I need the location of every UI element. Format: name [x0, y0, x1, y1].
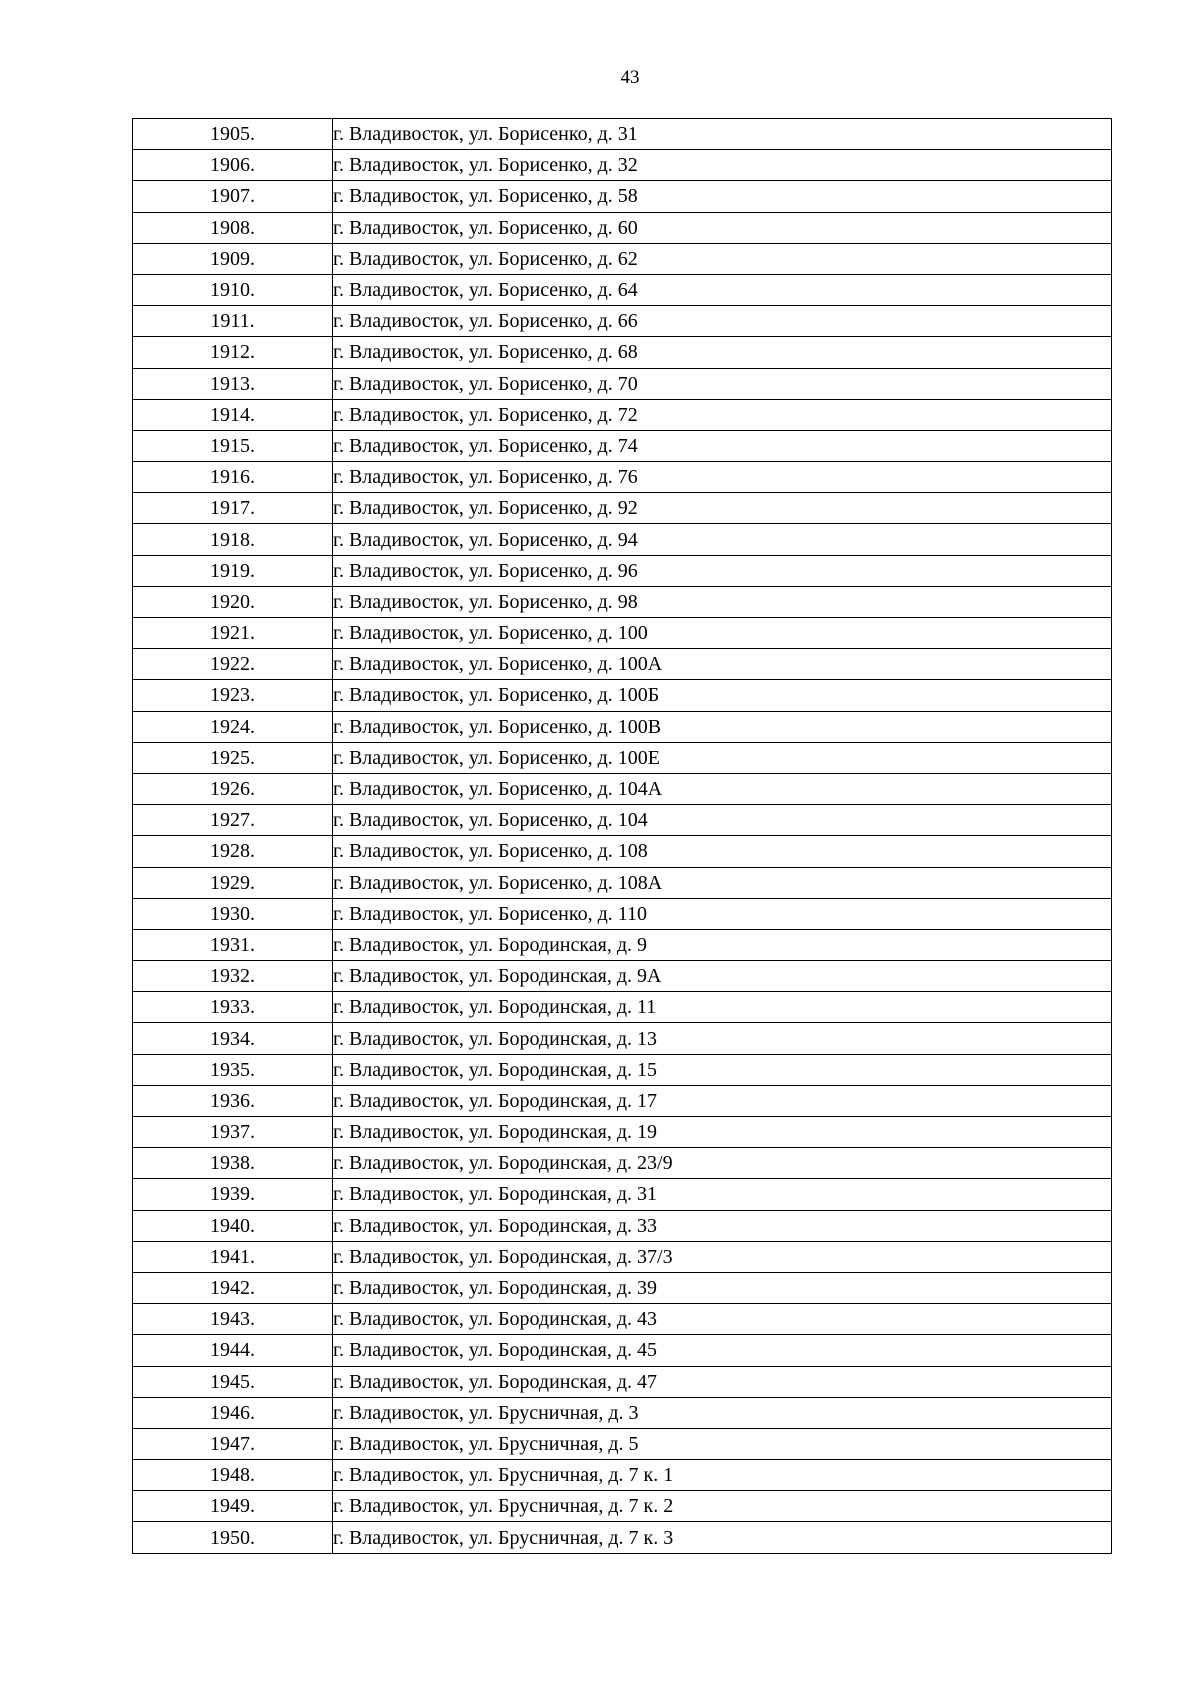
table-row	[133, 680, 1112, 711]
address-cell: г. Владивосток, ул. Борисенко, д. 110	[333, 898, 1112, 929]
row-number-cell: 1912.	[133, 337, 333, 368]
address-cell: г. Владивосток, ул. Бородинская, д. 33	[333, 1210, 1112, 1241]
row-number-cell: 1944.	[133, 1335, 333, 1366]
address-cell: г. Владивосток, ул. Бородинская, д. 39	[333, 1272, 1112, 1303]
row-number-cell: 1943.	[133, 1304, 333, 1335]
address-cell: г. Владивосток, ул. Борисенко, д. 68	[333, 337, 1112, 368]
address-cell: г. Владивосток, ул. Бородинская, д. 9	[333, 929, 1112, 960]
table-row	[133, 430, 1112, 461]
row-number-cell: 1919.	[133, 555, 333, 586]
address-cell: г. Владивосток, ул. Борисенко, д. 100В	[333, 711, 1112, 742]
address-cell: г. Владивосток, ул. Бородинская, д. 43	[333, 1304, 1112, 1335]
table-row	[133, 1491, 1112, 1522]
address-cell: г. Владивосток, ул. Бородинская, д. 11	[333, 992, 1112, 1023]
row-number-cell: 1908.	[133, 212, 333, 243]
row-number-cell: 1938.	[133, 1148, 333, 1179]
row-number-cell: 1913.	[133, 368, 333, 399]
address-cell: г. Владивосток, ул. Брусничная, д. 7 к. 3	[333, 1522, 1112, 1553]
row-number-cell: 1906.	[133, 150, 333, 181]
table-row	[133, 586, 1112, 617]
address-cell: г. Владивосток, ул. Борисенко, д. 104А	[333, 773, 1112, 804]
table-row	[133, 274, 1112, 305]
table-row	[133, 306, 1112, 337]
table-row	[133, 1366, 1112, 1397]
row-number-cell: 1905.	[133, 119, 333, 150]
table-row	[133, 929, 1112, 960]
table-row	[133, 618, 1112, 649]
table-row	[133, 462, 1112, 493]
address-cell: г. Владивосток, ул. Борисенко, д. 98	[333, 586, 1112, 617]
address-cell: г. Владивосток, ул. Борисенко, д. 108	[333, 836, 1112, 867]
table-row	[133, 150, 1112, 181]
table-row	[133, 555, 1112, 586]
table-row	[133, 805, 1112, 836]
table-row	[133, 493, 1112, 524]
address-cell: г. Владивосток, ул. Брусничная, д. 3	[333, 1397, 1112, 1428]
row-number-cell: 1918.	[133, 524, 333, 555]
address-cell: г. Владивосток, ул. Бородинская, д. 23/9	[333, 1148, 1112, 1179]
address-cell: г. Владивосток, ул. Борисенко, д. 74	[333, 430, 1112, 461]
address-cell: г. Владивосток, ул. Борисенко, д. 64	[333, 274, 1112, 305]
address-cell: г. Владивосток, ул. Борисенко, д. 94	[333, 524, 1112, 555]
row-number-cell: 1916.	[133, 462, 333, 493]
table-row	[133, 1428, 1112, 1459]
row-number-cell: 1937.	[133, 1117, 333, 1148]
address-cell: г. Владивосток, ул. Борисенко, д. 108А	[333, 867, 1112, 898]
address-cell: г. Владивосток, ул. Бородинская, д. 47	[333, 1366, 1112, 1397]
row-number-cell: 1941.	[133, 1241, 333, 1272]
address-table	[132, 118, 1112, 1554]
address-cell: г. Владивосток, ул. Борисенко, д. 72	[333, 399, 1112, 430]
row-number-cell: 1920.	[133, 586, 333, 617]
table-row	[133, 1179, 1112, 1210]
row-number-cell: 1924.	[133, 711, 333, 742]
address-cell: г. Владивосток, ул. Бородинская, д. 19	[333, 1117, 1112, 1148]
table-row	[133, 961, 1112, 992]
row-number-cell: 1907.	[133, 181, 333, 212]
table-row	[133, 773, 1112, 804]
row-number-cell: 1910.	[133, 274, 333, 305]
row-number-cell: 1914.	[133, 399, 333, 430]
address-cell: г. Владивосток, ул. Борисенко, д. 100Б	[333, 680, 1112, 711]
table-row	[133, 1241, 1112, 1272]
table-row	[133, 992, 1112, 1023]
row-number-cell: 1940.	[133, 1210, 333, 1241]
table-row	[133, 711, 1112, 742]
row-number-cell: 1925.	[133, 742, 333, 773]
row-number-cell: 1947.	[133, 1428, 333, 1459]
table-row	[133, 649, 1112, 680]
row-number-cell: 1921.	[133, 618, 333, 649]
row-number-cell: 1936.	[133, 1085, 333, 1116]
row-number-cell: 1909.	[133, 243, 333, 274]
table-row	[133, 243, 1112, 274]
address-cell: г. Владивосток, ул. Борисенко, д. 76	[333, 462, 1112, 493]
row-number-cell: 1949.	[133, 1491, 333, 1522]
row-number-cell: 1950.	[133, 1522, 333, 1553]
row-number-cell: 1927.	[133, 805, 333, 836]
address-cell: г. Владивосток, ул. Борисенко, д. 100А	[333, 649, 1112, 680]
table-row	[133, 1054, 1112, 1085]
row-number-cell: 1945.	[133, 1366, 333, 1397]
row-number-cell: 1931.	[133, 929, 333, 960]
table-row	[133, 368, 1112, 399]
table-row	[133, 1148, 1112, 1179]
table-row	[133, 742, 1112, 773]
address-cell: г. Владивосток, ул. Борисенко, д. 32	[333, 150, 1112, 181]
row-number-cell: 1929.	[133, 867, 333, 898]
table-row	[133, 1460, 1112, 1491]
table-row	[133, 212, 1112, 243]
row-number-cell: 1923.	[133, 680, 333, 711]
table-row	[133, 399, 1112, 430]
table-row	[133, 1522, 1112, 1553]
table-row	[133, 1023, 1112, 1054]
address-cell: г. Владивосток, ул. Бородинская, д. 45	[333, 1335, 1112, 1366]
table-row	[133, 1210, 1112, 1241]
address-cell: г. Владивосток, ул. Борисенко, д. 58	[333, 181, 1112, 212]
address-cell: г. Владивосток, ул. Брусничная, д. 7 к. 2	[333, 1491, 1112, 1522]
address-cell: г. Владивосток, ул. Брусничная, д. 7 к. 1	[333, 1460, 1112, 1491]
row-number-cell: 1915.	[133, 430, 333, 461]
table-row	[133, 337, 1112, 368]
row-number-cell: 1935.	[133, 1054, 333, 1085]
address-cell: г. Владивосток, ул. Бородинская, д. 9А	[333, 961, 1112, 992]
table-row	[133, 867, 1112, 898]
address-cell: г. Владивосток, ул. Борисенко, д. 100Е	[333, 742, 1112, 773]
address-cell: г. Владивосток, ул. Борисенко, д. 96	[333, 555, 1112, 586]
table-row	[133, 1335, 1112, 1366]
table-row	[133, 836, 1112, 867]
address-cell: г. Владивосток, ул. Борисенко, д. 100	[333, 618, 1112, 649]
row-number-cell: 1928.	[133, 836, 333, 867]
table-row	[133, 1397, 1112, 1428]
row-number-cell: 1930.	[133, 898, 333, 929]
table-row	[133, 1117, 1112, 1148]
table-row	[133, 119, 1112, 150]
address-cell: г. Владивосток, ул. Борисенко, д. 62	[333, 243, 1112, 274]
table-row	[133, 898, 1112, 929]
address-cell: г. Владивосток, ул. Бородинская, д. 13	[333, 1023, 1112, 1054]
row-number-cell: 1926.	[133, 773, 333, 804]
address-cell: г. Владивосток, ул. Борисенко, д. 60	[333, 212, 1112, 243]
row-number-cell: 1932.	[133, 961, 333, 992]
row-number-cell: 1933.	[133, 992, 333, 1023]
row-number-cell: 1911.	[133, 306, 333, 337]
address-cell: г. Владивосток, ул. Бородинская, д. 17	[333, 1085, 1112, 1116]
table-row	[133, 1085, 1112, 1116]
row-number-cell: 1948.	[133, 1460, 333, 1491]
row-number-cell: 1942.	[133, 1272, 333, 1303]
address-cell: г. Владивосток, ул. Бородинская, д. 15	[333, 1054, 1112, 1085]
address-cell: г. Владивосток, ул. Бородинская, д. 37/3	[333, 1241, 1112, 1272]
table-row	[133, 1272, 1112, 1303]
row-number-cell: 1917.	[133, 493, 333, 524]
table-body	[133, 119, 1112, 1554]
address-cell: г. Владивосток, ул. Борисенко, д. 104	[333, 805, 1112, 836]
row-number-cell: 1946.	[133, 1397, 333, 1428]
row-number-cell: 1934.	[133, 1023, 333, 1054]
row-number-cell: 1922.	[133, 649, 333, 680]
address-cell: г. Владивосток, ул. Брусничная, д. 5	[333, 1428, 1112, 1459]
page-number: 43	[620, 67, 640, 88]
table-row	[133, 1304, 1112, 1335]
address-cell: г. Владивосток, ул. Борисенко, д. 92	[333, 493, 1112, 524]
address-cell: г. Владивосток, ул. Бородинская, д. 31	[333, 1179, 1112, 1210]
address-cell: г. Владивосток, ул. Борисенко, д. 31	[333, 119, 1112, 150]
address-cell: г. Владивосток, ул. Борисенко, д. 70	[333, 368, 1112, 399]
table-row	[133, 524, 1112, 555]
table-row	[133, 181, 1112, 212]
row-number-cell: 1939.	[133, 1179, 333, 1210]
address-cell: г. Владивосток, ул. Борисенко, д. 66	[333, 306, 1112, 337]
